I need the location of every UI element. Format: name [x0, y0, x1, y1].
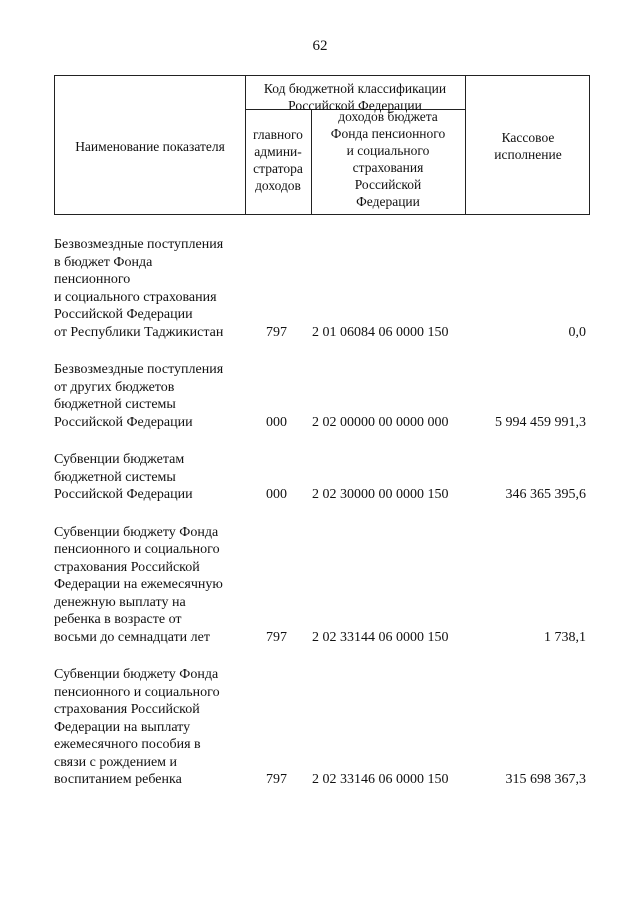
- header-income-line: Фонда пенсионного: [330, 126, 446, 141]
- row-classification-code: 2 02 33146 06 0000 150: [312, 772, 449, 787]
- header-income-column: [311, 108, 465, 210]
- row-admin-code: 797: [266, 772, 287, 787]
- row-amount: 315 698 367,3: [505, 772, 586, 787]
- header-income-line: Российской: [354, 177, 422, 192]
- row-classification-code: 2 02 30000 00 0000 150: [312, 487, 449, 502]
- table-row: [54, 524, 590, 647]
- row-name: Субвенции бюджетам бюджетной системы Российской Федерации: [54, 452, 193, 502]
- row-name: Безвозмездные поступления в бюджет Фонда пенсионного и социального страхования Российской Федерации от Республики Таджикистан: [54, 237, 224, 340]
- row-admin-code: 000: [266, 414, 287, 430]
- row-amount: 346 365 395,6: [505, 487, 586, 502]
- header-code-group-line: Российской Федерации: [288, 98, 422, 113]
- header-cash-line: Кассовое: [501, 130, 555, 145]
- row-amount: 0,0: [568, 324, 586, 340]
- header-cash-line: исполнение: [494, 147, 562, 162]
- row-amount: 1 738,1: [544, 629, 586, 645]
- header-admin-line: стратора: [253, 161, 303, 176]
- header-income-line: доходов бюджета: [338, 109, 438, 124]
- row-classification-code: 2 02 00000 00 0000 000: [312, 414, 449, 430]
- header-income-line: Федерации: [356, 194, 420, 209]
- header-admin-line: главного: [253, 127, 303, 142]
- header-admin-line: админи-: [254, 144, 302, 159]
- table-row: [54, 451, 590, 504]
- row-admin-code: 797: [266, 324, 287, 340]
- row-amount: 5 994 459 991,3: [495, 414, 586, 430]
- table-row: [54, 361, 590, 431]
- header-name-label: Наименование показателя: [75, 138, 225, 154]
- header-admin-line: доходов: [255, 178, 301, 193]
- row-name: Субвенции бюджету Фонда пенсионного и социального страхования Российской Федерации на выплату ежемесячного пособия в связи с рождением и воспитанием ребенка: [54, 667, 220, 787]
- row-admin-code: 000: [266, 487, 287, 502]
- header-admin-column: [245, 126, 311, 194]
- table-row: [54, 666, 590, 789]
- header-income-line: и социального: [346, 143, 430, 158]
- header-cash-column: [465, 76, 591, 216]
- header-code-group-line: Код бюджетной классификации: [263, 81, 447, 96]
- row-name: Безвозмездные поступления от других бюджетов бюджетной системы Российской Федерации: [54, 362, 224, 430]
- table-header: [54, 75, 590, 215]
- row-name: Субвенции бюджету Фонда пенсионного и социального страхования Российской Федерации на ежемесячную денежную выплату на ребенка в возрасте от восьми до семнадцати лет: [54, 524, 223, 645]
- row-admin-code: 797: [266, 629, 287, 645]
- row-classification-code: 2 02 33144 06 0000 150: [312, 629, 449, 645]
- row-classification-code: 2 01 06084 06 0000 150: [312, 324, 449, 340]
- page-number: 62: [312, 38, 328, 54]
- header-income-line: страхования: [352, 160, 424, 175]
- table-row: [54, 236, 590, 341]
- table-body: [54, 236, 590, 809]
- header-name-column: [55, 76, 245, 216]
